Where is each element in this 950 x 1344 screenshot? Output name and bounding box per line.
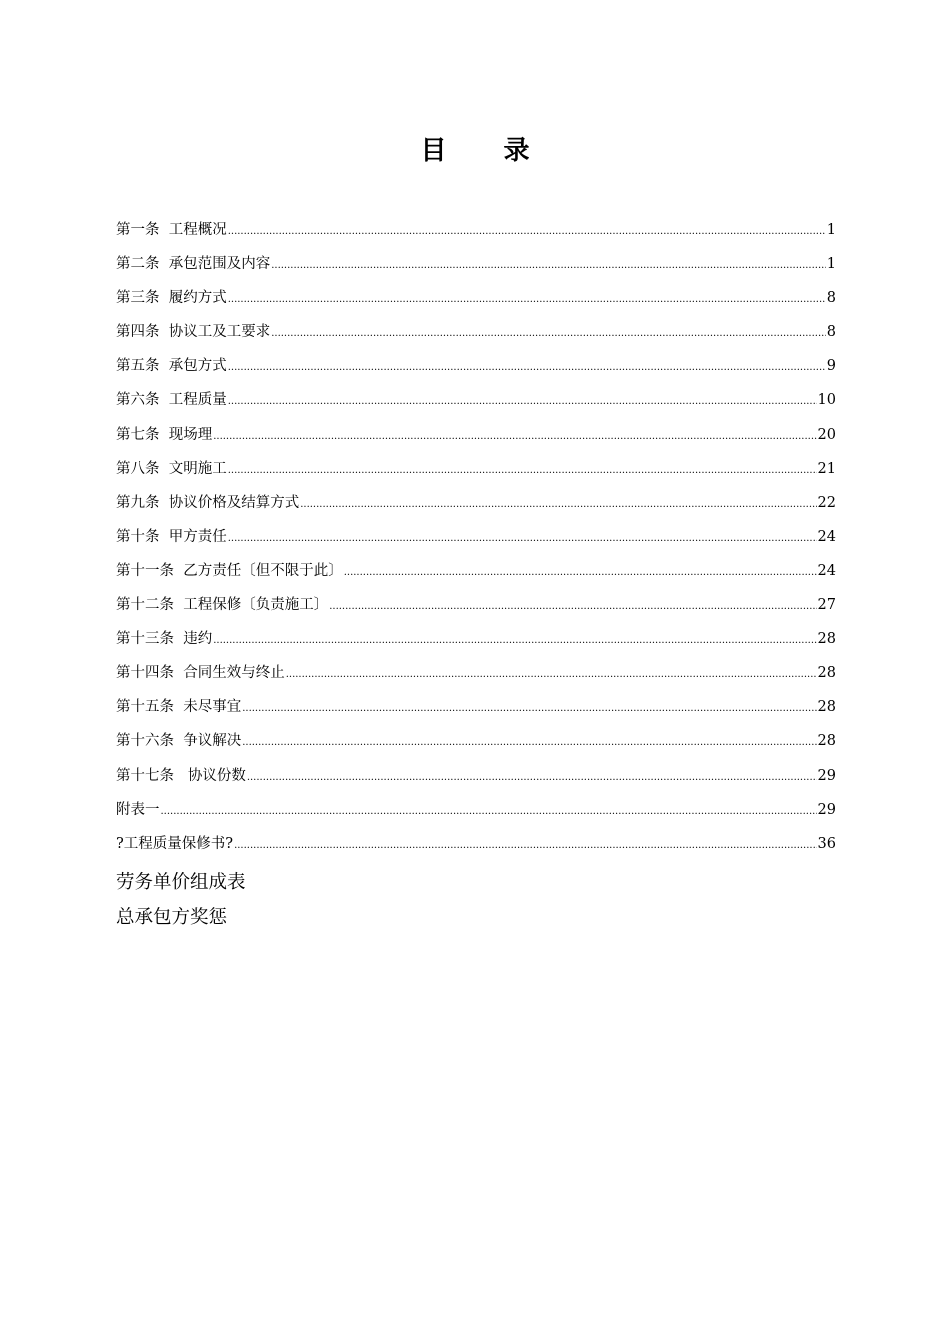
toc-entry[interactable] xyxy=(116,561,836,595)
toc-entry[interactable] xyxy=(116,356,836,390)
toc-page-number: 8 xyxy=(826,324,836,341)
toc-entry-text: 合同生效与终止 xyxy=(183,665,285,682)
toc-page-number: 24 xyxy=(817,562,836,579)
table-of-contents xyxy=(116,220,836,868)
toc-leader-dots xyxy=(286,665,817,685)
toc-entry-label xyxy=(116,356,227,376)
toc-entry-label xyxy=(116,459,227,479)
toc-entry[interactable] xyxy=(116,254,836,288)
toc-entry-number: 第十七条 xyxy=(116,767,174,784)
toc-leader-dots xyxy=(242,699,816,719)
toc-entry-number: 第十四条 xyxy=(116,665,174,682)
toc-entry[interactable] xyxy=(116,731,836,765)
toc-entry-text: 争议解决 xyxy=(183,733,242,750)
toc-entry-label xyxy=(116,425,212,445)
toc-page-number: 1 xyxy=(826,222,836,238)
section-heading-labor-unit-price: 劳务单价组成表 xyxy=(116,872,246,893)
toc-entry-label xyxy=(116,254,270,274)
toc-leader-dots xyxy=(242,733,816,753)
toc-leader-dots xyxy=(344,563,817,583)
page-title: 目 录 xyxy=(420,136,554,166)
toc-page-number: 29 xyxy=(817,801,836,818)
toc-entry-text: 履约方式 xyxy=(168,290,227,307)
toc-entry-label xyxy=(116,288,227,308)
toc-entry-label xyxy=(116,595,328,615)
toc-entry-text: 工程质量 xyxy=(168,392,227,409)
toc-entry-text: 协议价格及结算方式 xyxy=(168,494,300,511)
toc-entry-text: 附表一 xyxy=(116,801,160,818)
toc-entry-label xyxy=(116,322,270,342)
toc-entry-label xyxy=(116,766,246,786)
toc-leader-dots xyxy=(228,290,826,310)
toc-entry-number: 第十一条 xyxy=(116,562,174,579)
toc-entry[interactable] xyxy=(116,834,836,868)
section-heading-contractor-rewards: 总承包方奖惩 xyxy=(116,907,228,928)
toc-entry-number: 第十条 xyxy=(116,528,160,545)
toc-entry[interactable] xyxy=(116,595,836,629)
toc-entry-text: 承包方式 xyxy=(168,358,227,375)
toc-leader-dots xyxy=(228,529,817,549)
toc-entry[interactable] xyxy=(116,629,836,663)
toc-page-number: 20 xyxy=(817,426,836,443)
toc-entry[interactable] xyxy=(116,663,836,697)
toc-entry-text: 现场理 xyxy=(168,426,213,443)
toc-leader-dots xyxy=(161,802,817,822)
toc-page-number: 28 xyxy=(817,631,836,648)
toc-page-number: 9 xyxy=(826,358,836,375)
toc-page-number: 10 xyxy=(817,392,836,409)
toc-entry-text: 协议份数 xyxy=(183,767,246,784)
toc-entry-number: 第九条 xyxy=(116,494,160,511)
toc-entry-text: 未尽事宜 xyxy=(183,699,242,716)
toc-entry-number: 第六条 xyxy=(116,392,160,409)
toc-entry-number: 第七条 xyxy=(116,426,160,443)
toc-page-number: 28 xyxy=(817,699,836,716)
toc-page-number: 28 xyxy=(817,665,836,682)
toc-entry[interactable] xyxy=(116,220,836,254)
toc-entry-number: 第二条 xyxy=(116,256,160,273)
toc-entry[interactable] xyxy=(116,425,836,459)
toc-entry-label xyxy=(116,527,227,547)
toc-entry-label xyxy=(116,561,343,581)
toc-entry[interactable] xyxy=(116,800,836,834)
toc-entry-label xyxy=(116,629,212,649)
toc-entry-text: 违约 xyxy=(183,631,213,648)
toc-entry-number: 第三条 xyxy=(116,290,160,307)
toc-entry[interactable] xyxy=(116,527,836,561)
toc-entry-label xyxy=(116,663,285,683)
toc-entry-text: 文明施工 xyxy=(168,460,227,477)
toc-leader-dots xyxy=(228,222,826,242)
toc-entry-text: 承包范围及内容 xyxy=(168,256,271,273)
toc-page-number: 28 xyxy=(817,733,836,750)
toc-entry-text: 乙方责任〔但不限于此〕 xyxy=(183,562,343,579)
toc-entry[interactable] xyxy=(116,493,836,527)
toc-page-number: 1 xyxy=(826,256,836,273)
toc-entry[interactable] xyxy=(116,322,836,356)
toc-entry[interactable] xyxy=(116,697,836,731)
toc-entry-label xyxy=(116,834,233,854)
toc-entry[interactable] xyxy=(116,288,836,322)
toc-page-number: 36 xyxy=(817,835,836,852)
toc-entry-label xyxy=(116,493,299,513)
toc-leader-dots xyxy=(271,256,826,276)
toc-page-number: 27 xyxy=(817,597,836,614)
toc-entry-label xyxy=(116,697,241,717)
toc-entry-number: 第十三条 xyxy=(116,631,174,648)
toc-leader-dots xyxy=(228,358,826,378)
toc-entry-text: 工程概况 xyxy=(168,222,227,238)
toc-page-number: 24 xyxy=(817,528,836,545)
toc-entry-label xyxy=(116,390,227,410)
toc-entry-label xyxy=(116,220,227,240)
toc-entry-number: 第十五条 xyxy=(116,699,174,716)
toc-leader-dots xyxy=(271,324,826,344)
toc-entry-text: 协议工及工要求 xyxy=(168,324,271,341)
toc-page-number: 29 xyxy=(817,767,836,784)
toc-page-number: 22 xyxy=(817,494,836,511)
toc-leader-dots xyxy=(300,495,816,515)
toc-entry-number: 第八条 xyxy=(116,460,160,477)
toc-entry-number: 第四条 xyxy=(116,324,160,341)
toc-entry[interactable] xyxy=(116,766,836,800)
toc-entry-number: 第一条 xyxy=(116,222,160,238)
toc-leader-dots xyxy=(213,427,816,447)
toc-page-number: 8 xyxy=(826,290,836,307)
toc-leader-dots xyxy=(247,768,817,788)
toc-entry-label xyxy=(116,800,160,820)
toc-entry-number: 第五条 xyxy=(116,358,160,375)
toc-leader-dots xyxy=(228,461,817,481)
toc-entry-text: 工程保修〔负责施工〕 xyxy=(183,597,329,614)
toc-entry[interactable] xyxy=(116,390,836,424)
toc-leader-dots xyxy=(329,597,816,617)
toc-page-number: 21 xyxy=(817,460,836,477)
toc-leader-dots xyxy=(228,392,817,412)
toc-entry-text: ?工程质量保修书? xyxy=(116,835,234,852)
toc-entry-text: 甲方责任 xyxy=(168,528,227,545)
toc-entry-number: 第十二条 xyxy=(116,597,174,614)
toc-leader-dots xyxy=(213,631,816,651)
toc-entry-label xyxy=(116,731,241,751)
toc-entry-number: 第十六条 xyxy=(116,733,174,750)
toc-entry[interactable] xyxy=(116,459,836,493)
toc-leader-dots xyxy=(234,836,816,856)
